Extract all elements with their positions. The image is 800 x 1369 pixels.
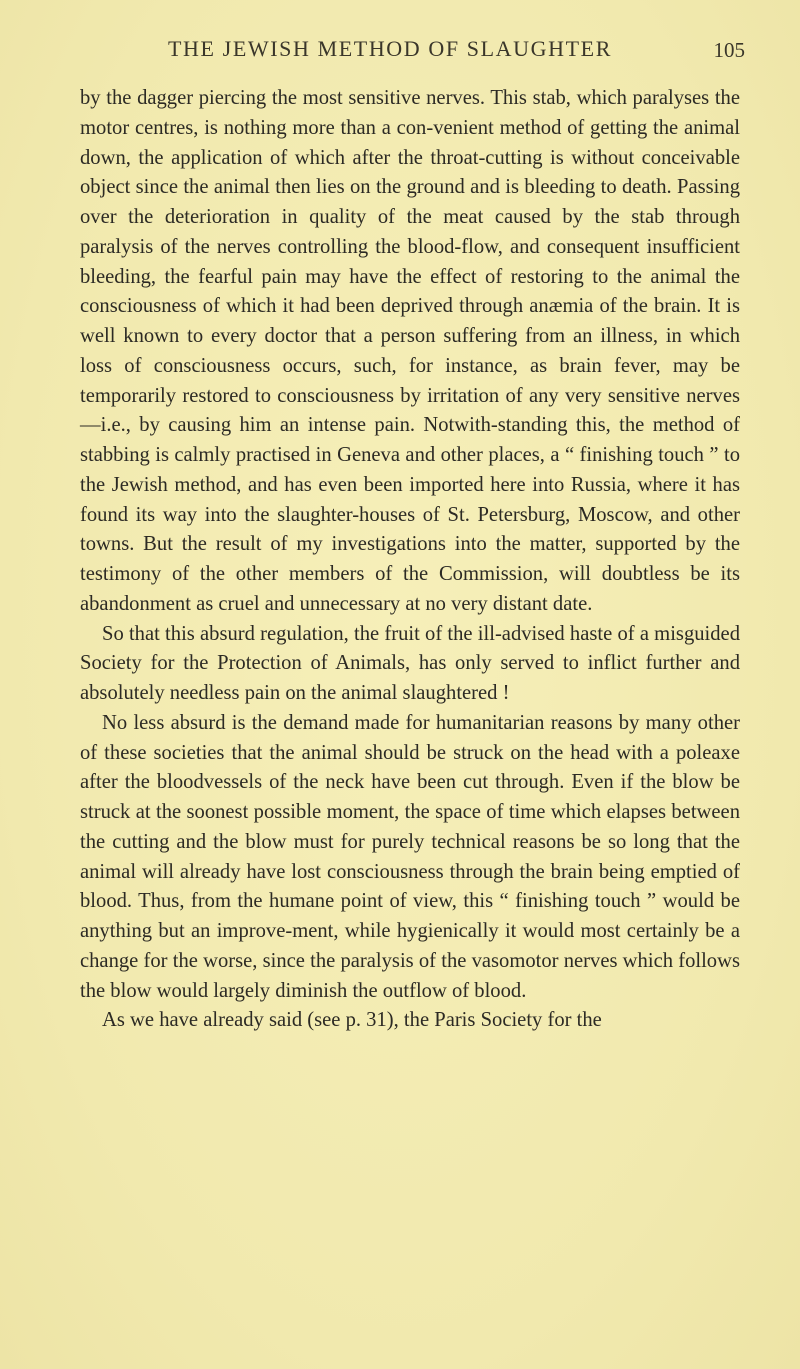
page-number: 105: [713, 38, 745, 62]
running-title: THE JEWISH METHOD OF SLAUGHTER: [168, 36, 612, 61]
paragraph: As we have already said (see p. 31), the Paris Society for the: [102, 1009, 602, 1032]
page-header: [80, 36, 745, 66]
paragraph: No less absurd is the demand made for humanitarian reasons by many other of these societies that the animal should be struck on the head with a poleaxe after the bloodvessels of the neck have been cut through. Even if the blow be struck at the soonest possible moment, the space of time which elapses between the cutting and the blow must for purely technical reasons be so long that the animal will already have lost consciousness through the brain being emptied of blood. Thus, from the humane point of view, this “ finishing touch ” would be anything but an improve-ment, while hygienically it would most certainly be a change for the worse, since the paralysis of the vasomotor nerves which follows the blow would largely diminish the outflow of blood.: [80, 711, 740, 1002]
paragraph: So that this absurd regulation, the fruit of the ill-advised haste of a misguided Society for the Protection of Animals, has only served to inflict further and absolutely needless pain on the animal slaughtered !: [80, 622, 740, 704]
body-text: [80, 84, 740, 1036]
paragraph-continued: by the dagger piercing the most sensitive nerves. This stab, which paralyses the motor centres, is nothing more than a con-venient method of getting the animal down, the application of which after the throat-cutting is without conceivable object since the animal then lies on the ground and is bleeding to death. Passing over the deterioration in quality of the meat caused by the stab through paralysis of the nerves controlling the blood-flow, and consequent insufficient bleeding, the fearful pain may have the effect of restoring to the animal the consciousness of which it had been deprived through anæmia of the brain. It is well known to every doctor that a person suffering from an illness, in which loss of consciousness occurs, such, for instance, as brain fever, may be temporarily restored to consciousness by irritation of any very sensitive nerves—i.e., by causing him an intense pain. Notwith-standing this, the method of stabbing is calmly practised in Geneva and other places, a “ finishing touch ” to the Jewish method, and has even been imported here into Russia, where it has found its way into the slaughter-houses of St. Petersburg, Moscow, and other towns. But the result of my investigations into the matter, supported by the testimony of the other members of the Commission, will doubtless be its abandonment as cruel and unnecessary at no very distant date.: [80, 87, 740, 615]
